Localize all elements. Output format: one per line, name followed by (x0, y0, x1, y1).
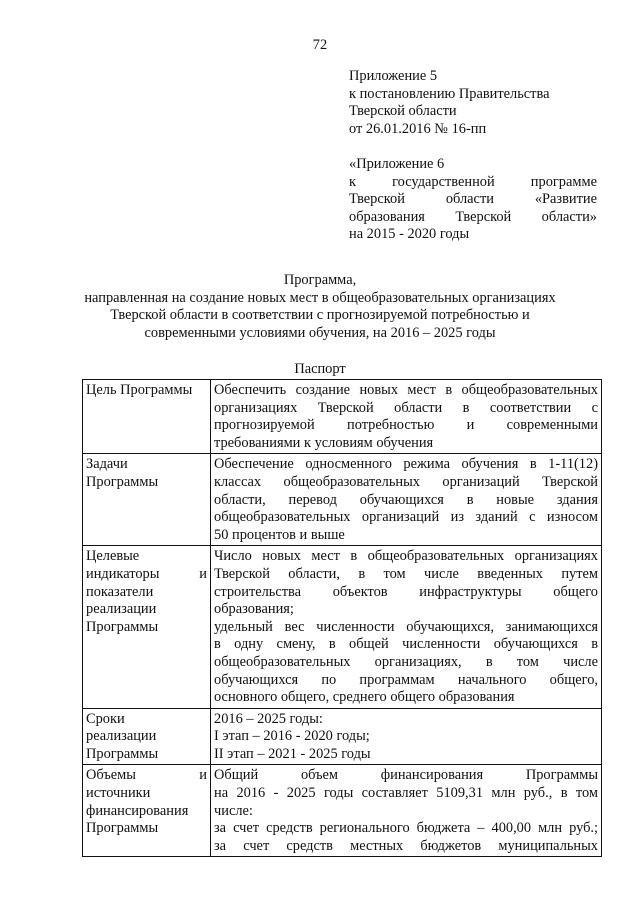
title-line: Программа, (283, 272, 357, 288)
row-value-line: строительства объектов инфраструктуры общего (214, 583, 598, 600)
appendix-sub-line: на 2015 - 2020 годы (349, 226, 470, 243)
table-row (83, 546, 602, 708)
table-row (83, 380, 602, 454)
row-value-line: за счет средств регионального бюджета – 400,00 млн руб.; (214, 820, 598, 837)
row-label: индикаторы и (86, 565, 207, 582)
row-value-line: на 2016 - 2025 годы составляет 5109,31 млн руб., в том (214, 785, 598, 802)
passport-table (82, 379, 602, 857)
row-label-cell (83, 454, 211, 546)
row-label: источники (86, 785, 151, 802)
title-line: направленная на создание новых мест в общеобразовательных организациях (84, 289, 556, 306)
row-value-cell (211, 546, 602, 708)
table-row (83, 708, 602, 765)
row-value-line: в одну смену, в общей численности обучающихся в (214, 636, 598, 653)
row-value-line: области, перевод обучающихся в новые здания (214, 491, 598, 508)
row-value-line: Тверской области, в том числе введенных путем (214, 565, 598, 582)
row-value-line: требованиями к условиям обучения (214, 434, 434, 451)
row-value-line: числе: (214, 802, 253, 819)
row-value-cell (211, 380, 602, 454)
row-value-line: образования; (214, 601, 294, 618)
row-label: реализации (86, 601, 157, 618)
row-value-line: 50 процентов и выше (214, 526, 345, 543)
title-line: современными условиями обучения, на 2016 – 2025 годы (144, 324, 496, 341)
row-label: Целевые (86, 548, 140, 565)
title-line: Тверской области в соответствии с прогнозируемой потребностью и (110, 307, 530, 324)
row-value-line: классах общеобразовательных организаций Тверской (214, 473, 598, 490)
row-label: реализации (86, 728, 157, 745)
row-label: Сроки (86, 710, 125, 727)
page-number: 72 (312, 37, 328, 53)
appendix-sub-line: Тверской области «Развитие (349, 191, 597, 208)
row-label-cell (83, 546, 211, 708)
row-value-line: I этап – 2016 - 2020 годы; (214, 728, 370, 745)
program-title (0, 272, 640, 342)
row-value-line: общеобразовательных организаций из зданий с износом (214, 509, 598, 526)
row-value-line: II этап – 2021 - 2025 годы (214, 745, 371, 762)
row-label-cell (83, 708, 211, 765)
row-label: Объемы и (86, 767, 207, 784)
row-label: Программы (86, 473, 159, 490)
row-value-line: удельный вес численности обучающихся, занимающихся (214, 618, 598, 635)
row-label-cell (83, 765, 211, 857)
passport-heading: Паспорт (294, 361, 346, 377)
row-label: Программы (86, 820, 159, 837)
row-label: Программы (86, 745, 159, 762)
row-value-line: общеобразовательных организациях, в том числе (214, 653, 598, 670)
row-label: Программы (86, 618, 159, 635)
row-value-line: 2016 – 2025 годы: (214, 710, 323, 727)
row-label: показатели (86, 583, 154, 600)
row-label: Задачи (86, 456, 128, 473)
appendix-subheader (349, 156, 597, 244)
row-value-line: обучающихся по программам начального общего, (214, 671, 598, 688)
row-label: финансирования (86, 802, 189, 819)
appendix-sub-line: «Приложение 6 (349, 156, 445, 172)
row-value-line: прогнозируемой потребностью и современными (214, 417, 598, 434)
table-row (83, 765, 602, 857)
row-label: Цель Программы (86, 382, 193, 398)
row-value-line: организациях Тверской области в соответствии с (214, 399, 598, 416)
row-value-line: Общий объем финансирования Программы (214, 767, 598, 784)
appendix-header (349, 68, 597, 138)
appendix-line: Тверской области (349, 103, 457, 120)
row-value-line: за счет средств местных бюджетов муниципальных (214, 837, 598, 854)
row-value-cell (211, 454, 602, 546)
row-value-line: Обеспечить создание новых мест в общеобразовательных (214, 382, 598, 398)
row-value-line: основного общего, среднего общего образования (214, 689, 515, 706)
appendix-sub-line: к государственной программе (349, 173, 597, 190)
appendix-line: Приложение 5 (349, 68, 438, 84)
row-value-cell (211, 708, 602, 765)
appendix-line: к постановлению Правительства (349, 85, 550, 102)
appendix-line: от 26.01.2016 № 16-пп (349, 120, 487, 137)
table-row (83, 454, 602, 546)
row-value-cell (211, 765, 602, 857)
appendix-sub-line: образования Тверской области» (349, 208, 597, 225)
row-value-line: Число новых мест в общеобразовательных организациях (214, 548, 598, 565)
row-value-line: Обеспечение односменного режима обучения в 1-11(12) (214, 456, 598, 473)
row-label-cell (83, 380, 211, 454)
